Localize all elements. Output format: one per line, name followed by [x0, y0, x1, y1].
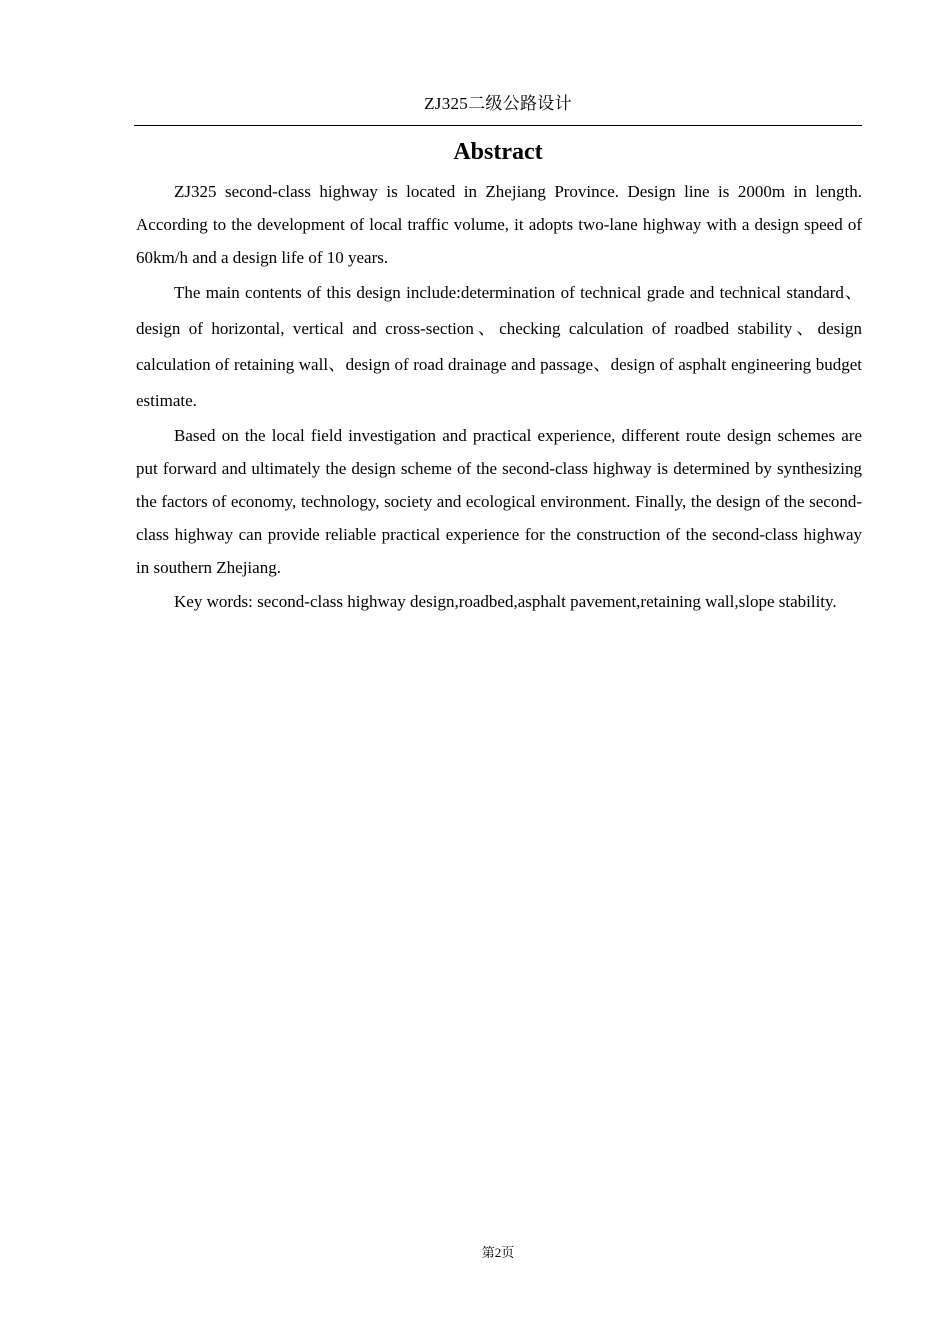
page-number: 第2页 [481, 1245, 515, 1260]
running-header-title: ZJ325二级公路设计 [424, 94, 572, 113]
abstract-paragraph-conclusion: Based on the local field investigation and practical experience, different route design schemes are put forward and ultimately the design scheme of the second-class highway is determined by synthesizing the factors of economy, technology, society and ecological environment. Finally, the design of the second-class highway can provide reliable practical experience for the construction of the second-class highway in southern Zhejiang. [136, 425, 862, 578]
header-divider [134, 125, 862, 126]
abstract-keywords: Key words: second-class highway design,roadbed,asphalt pavement,retaining wall,slope stability. [174, 591, 837, 611]
abstract-paragraph-contents: The main contents of this design include:determination of technical grade and technical standard、design of horizontal, vertical and cross-section、checking calculation of roadbed stability、design calculation of retaining wall、design of road drainage and passage、design of asphalt engineering budget estimate. [136, 282, 862, 410]
abstract-heading: Abstract [453, 139, 543, 165]
abstract-paragraph-overview: ZJ325 second-class highway is located in Zhejiang Province. Design line is 2000m in length. According to the development of local traffic volume, it adopts two-lane highway with a design speed of 60km/h and a design life of 10 years. [136, 182, 862, 268]
abstract-body [136, 175, 862, 618]
